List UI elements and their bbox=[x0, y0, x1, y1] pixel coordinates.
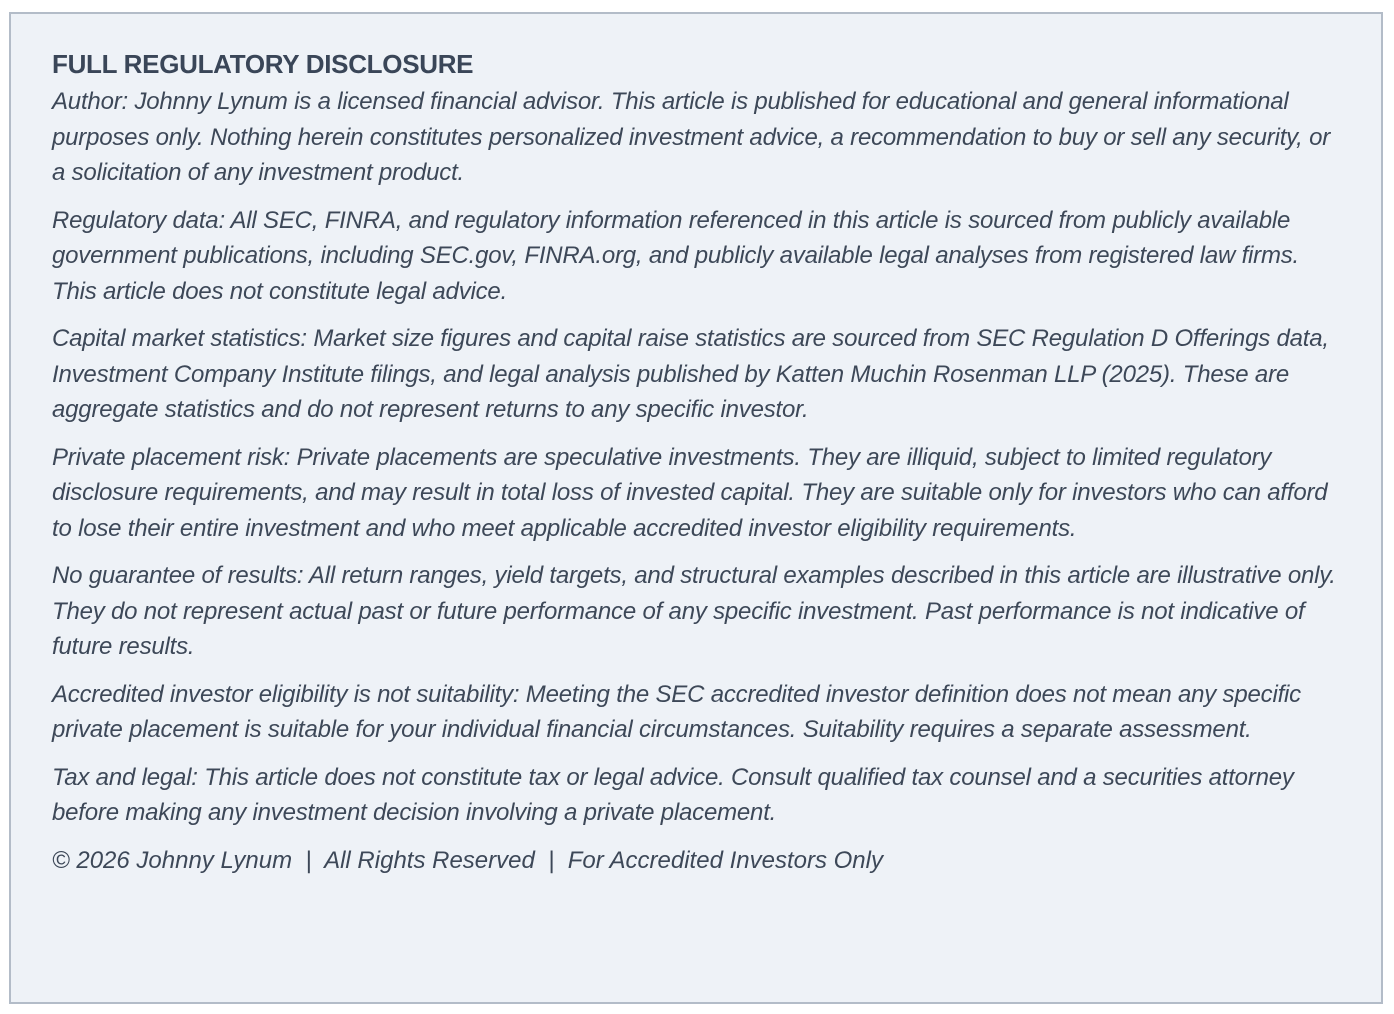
regulatory-data-paragraph: Regulatory data: All SEC, FINRA, and regulatory information referenced in this article is sourced from publicly available government publications, including SEC.gov, FINRA.org, and publicly available legal analyses from registered law firms. This article does not constitute legal advice. bbox=[52, 206, 1300, 305]
author-paragraph: Author: Johnny Lynum is a licensed financial advisor. This article is published for educational and general informational purposes only. Nothing herein constitutes personalized investment advice, a recommendation to buy or sell any security, or a solicitation of any investment product. bbox=[52, 88, 1331, 186]
tax-legal-paragraph: Tax and legal: This article does not constitute tax or legal advice. Consult qualified tax counsel and a securities attorney before making any investment decision involving a private placement. bbox=[52, 763, 1294, 826]
copyright-footer: © 2026 Johnny Lynum | All Rights Reserved | For Accredited Investors Only bbox=[52, 846, 883, 874]
accredited-investor-paragraph: Accredited investor eligibility is not suitability: Meeting the SEC accredited investor definition does not mean any specific private placement is suitable for your individual financial circumstances. Suitability requires a separate assessment. bbox=[52, 680, 1301, 743]
disclosure-box bbox=[9, 12, 1383, 1004]
private-placement-risk-paragraph: Private placement risk: Private placements are speculative investments. They are illiquid, subject to limited regulatory disclosure requirements, and may result in total loss of invested capital. They are suitable only for investors who can afford to lose their entire investment and who meet applicable accredited investor eligibility requirements. bbox=[52, 443, 1328, 542]
capital-market-statistics-paragraph: Capital market statistics: Market size figures and capital raise statistics are sourced from SEC Regulation D Offerings data, Investment Company Institute filings, and legal analysis published by Katten Muchin Rosenman LLP (2025). These are aggregate statistics and do not represent returns to any specific investor. bbox=[52, 325, 1329, 423]
no-guarantee-paragraph: No guarantee of results: All return ranges, yield targets, and structural examples described in this article are illustrative only. They do not represent actual past or future performance of any specific investment. Past performance is not indicative of future results. bbox=[52, 562, 1336, 660]
disclosure-title: FULL REGULATORY DISCLOSURE bbox=[52, 49, 474, 79]
